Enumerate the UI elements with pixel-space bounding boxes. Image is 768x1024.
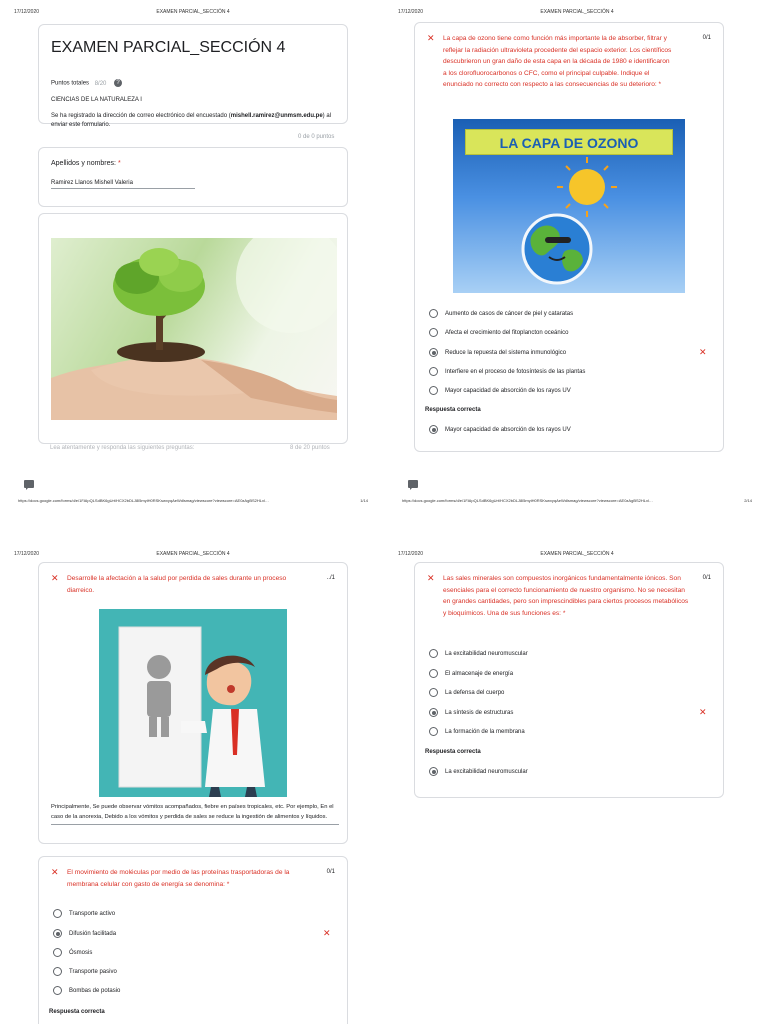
email-notice	[51, 112, 331, 130]
page-number: 1/14	[360, 498, 368, 503]
page-footer	[392, 480, 762, 502]
print-date: 17/12/2020	[14, 9, 40, 15]
question-score: ../1	[326, 575, 335, 581]
print-title: EXAMEN PARCIAL_SECCIÓN 4	[540, 551, 614, 557]
points-value: 8/20	[94, 80, 107, 87]
feedback-icon[interactable]	[408, 480, 418, 488]
question-text: La capa de ozono tiene como función más importante la de absorber, filtrar y reflejar la radiación ultravioleta procedente del espacio exterior. Los científicos descubrieron un gran daño de esta capa en la década de 1980 e identificaron a los clorofluorocarbonos o CFC, como el principal culpable. Indique el enunciado no correcto con respecto a las consecuencias de su deterioro: *	[443, 35, 672, 88]
radio-selected-icon[interactable]	[429, 708, 438, 717]
page-footer	[8, 480, 378, 502]
radio-selected-icon[interactable]	[429, 348, 438, 357]
diarrhea-question-card	[38, 562, 348, 844]
name-answer: Ramirez Llanos Mishell Valeria	[51, 180, 195, 189]
name-question-card	[38, 147, 348, 207]
pdf-page-2	[392, 4, 762, 504]
radio-unselected-icon[interactable]	[53, 967, 62, 976]
radio-unselected-icon[interactable]	[53, 909, 62, 918]
wrong-answer-icon: ✕	[699, 707, 707, 717]
ozone-image-caption: LA CAPA DE OZONO	[465, 129, 673, 155]
email-pre: Se ha registrado la dirección de correo electrónico del encuestado (	[51, 113, 231, 119]
option-label: Transporte pasivo	[69, 969, 117, 975]
ozone-question-card	[414, 22, 724, 452]
incorrect-icon: ✕	[427, 33, 435, 43]
help-icon[interactable]: ?	[114, 79, 122, 87]
option-label: Afecta el crecimiento del fitoplancton oceánico	[445, 330, 569, 336]
wrong-answer-icon: ✕	[699, 347, 707, 357]
radio-unselected-icon[interactable]	[53, 986, 62, 995]
instruction-text: Lea atentamente y responda las siguientes preguntas:	[50, 445, 195, 451]
option-label: Interfiere en el proceso de fotosíntesis de las plantas	[445, 369, 586, 375]
footer-url: https://docs.google.com/forms/d/e/1FAIpQLSdBK6gUrt/HCX2bDLJ8l5myiH0RSKswxyqAeWdlsmag/viewscore?viewscore=AE0zAgBS2HLxl…	[18, 498, 269, 503]
page-header	[392, 551, 762, 561]
correct-answer-label: Respuesta correcta	[49, 1009, 105, 1015]
question-text: Desarrolle la afectación a la salud por perdida de sales durante un proceso diarreico.	[67, 575, 287, 594]
page-header	[8, 9, 378, 19]
question-text: El movimiento de moléculas por medio de las proteínas trasportadoras de la membrana celular con gasto de energía se denomina: *	[67, 869, 290, 888]
stomachache-cartoon-image	[99, 609, 287, 797]
print-date: 17/12/2020	[398, 9, 424, 15]
membrane-question-card	[38, 856, 348, 1024]
correct-answer-text: La excitabilidad neuromuscular	[445, 769, 528, 775]
total-points	[51, 79, 122, 87]
footer-url: https://docs.google.com/forms/d/e/1FAIpQLSdBK6gUrt/HCX2bDLJ8l5myiH0RSKswxyqAeWdlsmag/viewscore?viewscore=AE0zAgBS2HLxl…	[402, 498, 653, 503]
pdf-page-3	[8, 546, 378, 1024]
wrong-answer-icon: ✕	[323, 928, 331, 938]
question-score: 0/1	[702, 35, 711, 41]
option-label: Aumento de casos de cáncer de piel y cataratas	[445, 311, 574, 317]
print-date: 17/12/2020	[14, 551, 40, 557]
radio-selected-icon	[429, 767, 438, 776]
radio-unselected-icon[interactable]	[53, 948, 62, 957]
radio-unselected-icon[interactable]	[429, 367, 438, 376]
page-header	[392, 9, 762, 19]
print-title: EXAMEN PARCIAL_SECCIÓN 4	[156, 551, 230, 557]
print-date: 17/12/2020	[398, 551, 424, 557]
option-label: La síntesis de estructuras	[445, 710, 514, 716]
instruction-score: 8 de 20 puntos	[290, 445, 330, 451]
question-score: 0/1	[326, 869, 335, 875]
page-number: 2/14	[744, 498, 752, 503]
name-label-text: Apellidos y nombres:	[51, 160, 116, 167]
radio-selected-icon	[429, 425, 438, 434]
radio-unselected-icon[interactable]	[429, 309, 438, 318]
option-label: La defensa del cuerpo	[445, 690, 505, 696]
option-label: Reduce la repuesta del sistema inmunológico	[445, 350, 567, 356]
radio-unselected-icon[interactable]	[429, 328, 438, 337]
radio-unselected-icon[interactable]	[429, 649, 438, 658]
radio-unselected-icon[interactable]	[429, 727, 438, 736]
incorrect-icon: ✕	[51, 867, 59, 877]
page-header	[8, 551, 378, 561]
option-label: Difusión facilitada	[69, 931, 117, 937]
points-label: Puntos totales	[51, 80, 90, 87]
pdf-page-4	[392, 546, 762, 1024]
essay-answer: Principalmente, Se puede observar vómitos acompañados, fiebre en países tropicales, etc. Por ejemplo, En el caso de la anorexia, Debido a los vómitos y perdida de sales se reduce la ingestión de alimentos y líquidos.	[51, 803, 339, 825]
option-label: Transporte activo	[69, 911, 116, 917]
pdf-page-1	[8, 4, 378, 504]
form-title: EXAMEN PARCIAL_SECCIÓN 4	[51, 39, 286, 56]
option-label: El almacenaje de energía	[445, 671, 514, 677]
option-label: Mayor capacidad de absorción de los rayos UV	[445, 388, 571, 394]
incorrect-icon: ✕	[51, 573, 59, 583]
option-label: Ósmosis	[69, 950, 93, 956]
required-mark: *	[117, 160, 121, 167]
name-label	[51, 160, 121, 167]
section-score: 0 de 0 puntos	[298, 134, 335, 140]
option-label: La excitabilidad neuromuscular	[445, 651, 528, 657]
radio-selected-icon[interactable]	[53, 929, 62, 938]
email-post: ) al enviar este formulario.	[51, 113, 332, 128]
question-score: 0/1	[702, 575, 711, 581]
image-card	[38, 213, 348, 444]
course-name: CIENCIAS DE LA NATURALEZA I	[51, 97, 142, 103]
print-title: EXAMEN PARCIAL_SECCIÓN 4	[540, 9, 614, 15]
feedback-icon[interactable]	[24, 480, 34, 488]
incorrect-icon: ✕	[427, 573, 435, 583]
form-title-card	[38, 24, 348, 128]
option-label: Bombas de potasio	[69, 988, 121, 994]
mineral-salts-question-card	[414, 562, 724, 798]
radio-unselected-icon[interactable]	[429, 669, 438, 678]
radio-unselected-icon[interactable]	[429, 688, 438, 697]
radio-unselected-icon[interactable]	[429, 386, 438, 395]
correct-answer-label: Respuesta correcta	[425, 749, 481, 755]
correct-answer-label: Respuesta correcta	[425, 407, 481, 413]
respondent-email: mishell.ramirez@unmsm.edu.pe	[230, 113, 323, 119]
tree-in-hand-image	[51, 238, 337, 420]
correct-answer-text: Mayor capacidad de absorción de los rayos UV	[445, 427, 571, 433]
print-title: EXAMEN PARCIAL_SECCIÓN 4	[156, 9, 230, 15]
ozone-layer-image	[453, 119, 685, 293]
option-label: La formación de la membrana	[445, 729, 525, 735]
question-text: Las sales minerales son compuestos inorgánicos fundamentalmente iónicos. Son esenciales para el correcto funcionamiento de nuestro organismo. No se necesitan en grandes cantidades, pero son imprescindibles para ciertos procesos metabólicos y bioquímicos. Una de sus funciones es: *	[443, 575, 689, 617]
